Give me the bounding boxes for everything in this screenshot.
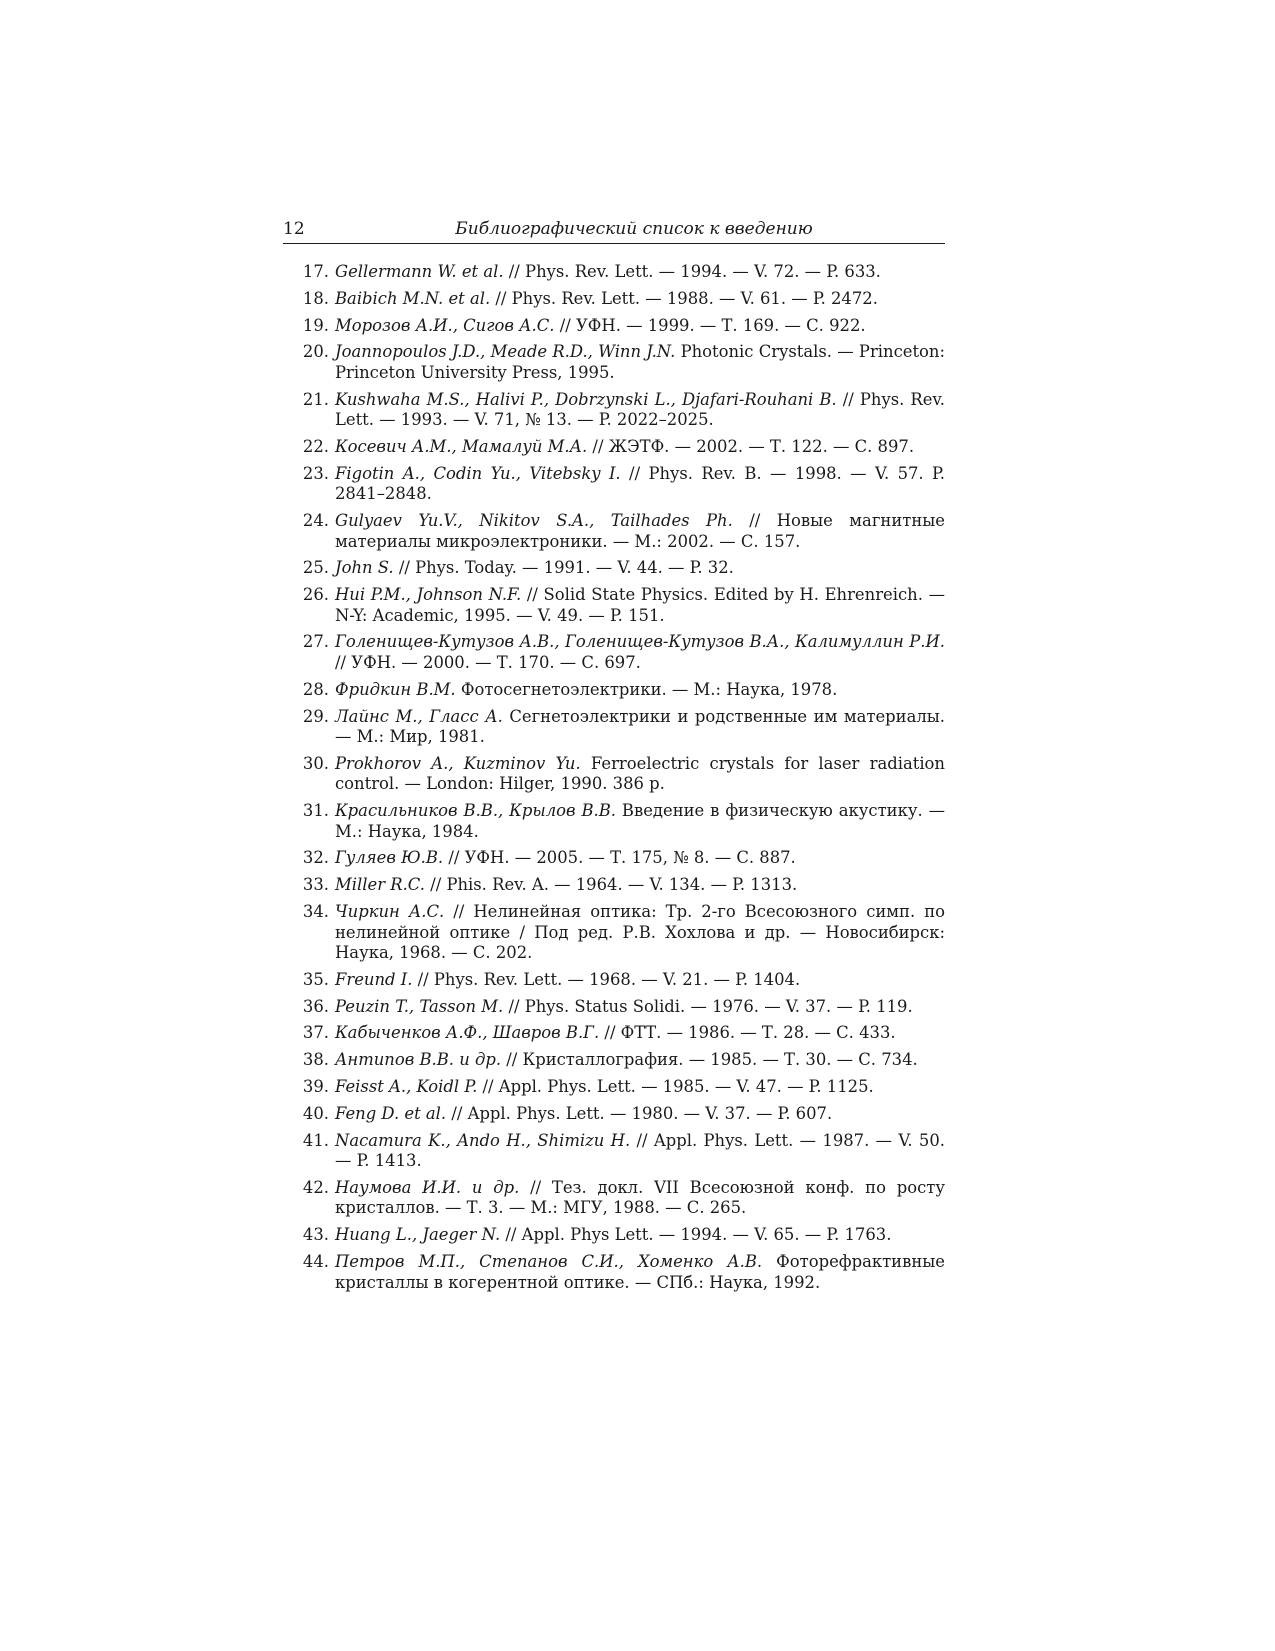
- reference-source: Сегнетоэлектрики и родственные им материалы. — М.: Мир, 1981.: [335, 706, 946, 747]
- reference-item: [283, 1178, 945, 1219]
- reference-item: [283, 289, 945, 310]
- reference-number: 30.: [302, 753, 329, 773]
- reference-authors: Joannopoulos J.D., Meade R.D., Winn J.N.: [335, 342, 676, 362]
- reference-authors: Голенищев-Кутузов А.В., Голенищев-Кутузов В.А., Калимуллин Р.И.: [335, 632, 945, 652]
- reference-item: [283, 848, 945, 869]
- reference-text: [335, 1104, 945, 1125]
- reference-authors: Feng D. et al.: [335, 1103, 447, 1123]
- reference-authors: Figotin A., Codin Yu., Vitebsky I.: [335, 463, 621, 483]
- reference-source: // УФН. — 2005. — Т. 175, № 8. — С. 887.: [443, 848, 796, 868]
- reference-number: 29.: [302, 706, 329, 726]
- reference-number: 42.: [302, 1177, 329, 1197]
- reference-text: [335, 437, 945, 458]
- reference-authors: Лайнс М., Гласс А.: [335, 706, 503, 726]
- reference-text: [335, 558, 945, 579]
- reference-text: [335, 902, 945, 964]
- reference-number: 25.: [302, 558, 329, 578]
- reference-source: // Новые магнитные материалы микроэлектроники. — М.: 2002. — С. 157.: [335, 511, 945, 551]
- running-head: [283, 218, 945, 244]
- reference-text: [335, 316, 945, 337]
- reference-number: 43.: [302, 1225, 329, 1245]
- reference-item: [283, 902, 945, 964]
- reference-item: [283, 316, 945, 337]
- reference-text: [335, 707, 945, 748]
- reference-source: // Appl. Phys Lett. — 1994. — V. 65. — P. 1763.: [500, 1225, 892, 1245]
- reference-source: // Тез. докл. VII Всесоюзной конф. по росту кристаллов. — Т. 3. — М.: МГУ, 1988. — С. 265.: [335, 1177, 945, 1218]
- reference-number: 37.: [302, 1023, 329, 1043]
- reference-authors: Петров М.П., Степанов С.И., Хоменко А.В.: [335, 1252, 763, 1272]
- reference-authors: Морозов А.И., Сигов А.С.: [335, 315, 555, 335]
- reference-number: 34.: [302, 902, 329, 922]
- reference-item: [283, 754, 945, 795]
- reference-text: [335, 1225, 945, 1246]
- reference-number: 44.: [302, 1252, 329, 1272]
- reference-source: // Phys. Rev. Lett. — 1993. — V. 71, № 13. — P. 2022–2025.: [335, 389, 945, 430]
- reference-number: 23.: [302, 463, 329, 483]
- reference-number: 41.: [302, 1130, 329, 1150]
- reference-text: [335, 289, 945, 310]
- reference-number: 40.: [302, 1103, 329, 1123]
- reference-number: 38.: [302, 1050, 329, 1070]
- reference-authors: Антипов В.В. и др.: [335, 1050, 502, 1070]
- reference-authors: Фридкин В.М.: [335, 679, 456, 699]
- reference-item: [283, 680, 945, 701]
- reference-source: // УФН. — 2000. — Т. 170. — С. 697.: [335, 652, 641, 672]
- reference-text: [335, 1252, 945, 1293]
- reference-source: Photonic Crystals. — Princeton: Princeton University Press, 1995.: [335, 342, 945, 382]
- reference-source: // Phys. Rev. Lett. — 1988. — V. 61. — P. 2472.: [490, 288, 878, 308]
- reference-source: // Phys. Status Solidi. — 1976. — V. 37. — P. 119.: [503, 996, 913, 1016]
- reference-authors: Gulyaev Yu.V., Nikitov S.A., Tailhades Ph.: [335, 511, 733, 531]
- reference-number: 35.: [302, 969, 329, 989]
- reference-item: [283, 585, 945, 626]
- reference-item: [283, 707, 945, 748]
- reference-source: // Solid State Physics. Edited by H. Ehrenreich. — N-Y: Academic, 1995. — V. 49. — P. 151.: [335, 585, 945, 625]
- reference-item: [283, 970, 945, 991]
- reference-authors: Наумова И.И. и др.: [335, 1177, 520, 1197]
- reference-list: [283, 262, 945, 1293]
- reference-source: // Phis. Rev. A. — 1964. — V. 134. — P. 1313.: [424, 875, 798, 895]
- reference-number: 20.: [302, 342, 329, 362]
- page: [283, 218, 945, 1299]
- reference-source: // Кристаллография. — 1985. — Т. 30. — С. 734.: [501, 1050, 918, 1070]
- reference-item: [283, 875, 945, 896]
- reference-text: [335, 585, 945, 626]
- reference-source: Фоторефрактивные кристаллы в когерентной оптике. — СПб.: Наука, 1992.: [335, 1252, 945, 1292]
- reference-authors: Huang L., Jaeger N.: [335, 1225, 501, 1245]
- reference-number: 31.: [302, 801, 329, 821]
- reference-source: // Appl. Phys. Lett. — 1980. — V. 37. — P. 607.: [446, 1103, 833, 1123]
- reference-authors: Kushwaha M.S., Halivi P., Dobrzynski L., Djafari-Rouhani B.: [335, 389, 837, 409]
- reference-number: 36.: [302, 996, 329, 1016]
- reference-source: // УФН. — 1999. — Т. 169. — С. 922.: [554, 315, 866, 335]
- reference-text: [335, 970, 945, 991]
- reference-number: 18.: [302, 288, 329, 308]
- reference-authors: Feisst A., Koidl P.: [335, 1077, 478, 1097]
- reference-text: [335, 262, 945, 283]
- reference-text: [335, 801, 945, 842]
- reference-text: [335, 390, 945, 431]
- reference-authors: Prokhorov A., Kuzminov Yu.: [335, 753, 581, 773]
- reference-authors: Freund I.: [335, 969, 413, 989]
- reference-source: // Phys. Rev. Lett. — 1994. — V. 72. — P. 633.: [503, 262, 881, 281]
- reference-source: // Appl. Phys. Lett. — 1985. — V. 47. — P. 1125.: [477, 1077, 874, 1097]
- reference-number: 22.: [302, 436, 329, 456]
- reference-authors: Кабыченков А.Ф., Шавров В.Г.: [335, 1023, 600, 1043]
- reference-number: 32.: [302, 848, 329, 868]
- reference-text: [335, 997, 945, 1018]
- reference-text: [335, 1050, 945, 1071]
- reference-text: [335, 1023, 945, 1044]
- reference-item: [283, 262, 945, 283]
- reference-source: Ferroelectric crystals for laser radiation control. — London: Hilger, 1990. 386 p.: [335, 753, 945, 794]
- reference-item: [283, 511, 945, 552]
- reference-authors: Baibich M.N. et al.: [335, 288, 491, 308]
- reference-text: [335, 848, 945, 869]
- reference-number: 33.: [302, 875, 329, 895]
- reference-authors: Miller R.C.: [335, 875, 425, 895]
- reference-number: 28.: [302, 679, 329, 699]
- reference-number: 19.: [302, 315, 329, 335]
- reference-authors: John S.: [335, 558, 394, 578]
- reference-item: [283, 390, 945, 431]
- reference-item: [283, 1104, 945, 1125]
- running-title: Библиографический список к введению: [455, 219, 813, 239]
- reference-authors: Косевич А.М., Мамалуй М.А.: [335, 436, 588, 456]
- reference-source: // Appl. Phys. Lett. — 1987. — V. 50. — P. 1413.: [335, 1130, 945, 1171]
- reference-text: [335, 464, 945, 505]
- reference-text: [335, 875, 945, 896]
- reference-source: // Phys. Rev. B. — 1998. — V. 57. P. 2841–2848.: [335, 463, 945, 504]
- reference-text: [335, 1131, 945, 1172]
- reference-authors: Nacamura K., Ando H., Shimizu H.: [335, 1130, 631, 1150]
- reference-item: [283, 1050, 945, 1071]
- reference-authors: Гуляев Ю.В.: [335, 848, 444, 868]
- reference-number: 39.: [302, 1077, 329, 1097]
- reference-item: [283, 437, 945, 458]
- reference-text: [335, 754, 945, 795]
- reference-source: // ФТТ. — 1986. — Т. 28. — С. 433.: [599, 1023, 896, 1043]
- reference-item: [283, 558, 945, 579]
- reference-text: [335, 511, 945, 552]
- reference-text: [335, 632, 945, 673]
- reference-item: [283, 632, 945, 673]
- reference-text: [335, 342, 945, 383]
- reference-item: [283, 1023, 945, 1044]
- reference-source: // Phys. Rev. Lett. — 1968. — V. 21. — P. 1404.: [412, 969, 801, 989]
- reference-source: // Phys. Today. — 1991. — V. 44. — P. 32.: [393, 558, 734, 578]
- reference-text: [335, 680, 945, 701]
- reference-item: [283, 801, 945, 842]
- reference-text: [335, 1077, 945, 1098]
- reference-number: 24.: [302, 511, 329, 531]
- reference-item: [283, 342, 945, 383]
- reference-number: 17.: [302, 262, 329, 281]
- reference-authors: Peuzin T., Tasson M.: [335, 996, 504, 1016]
- reference-authors: Gellermann W. et al.: [335, 262, 504, 281]
- reference-number: 27.: [302, 632, 329, 652]
- reference-authors: Hui P.M., Johnson N.F.: [335, 585, 522, 605]
- page-number: 12: [283, 219, 305, 239]
- reference-authors: Красильников В.В., Крылов В.В.: [335, 801, 616, 821]
- reference-item: [283, 1077, 945, 1098]
- reference-item: [283, 1252, 945, 1293]
- reference-source: // ЖЭТФ. — 2002. — Т. 122. — С. 897.: [587, 436, 915, 456]
- reference-authors: Чиркин А.С.: [335, 902, 445, 922]
- reference-number: 21.: [302, 389, 329, 409]
- reference-number: 26.: [302, 585, 329, 605]
- reference-text: [335, 1178, 945, 1219]
- reference-source: Введение в физическую акустику. — М.: Наука, 1984.: [335, 801, 946, 841]
- reference-item: [283, 464, 945, 505]
- reference-source: Фотосегнетоэлектрики. — М.: Наука, 1978.: [455, 679, 838, 699]
- reference-item: [283, 997, 945, 1018]
- reference-item: [283, 1131, 945, 1172]
- reference-item: [283, 1225, 945, 1246]
- reference-source: // Нелинейная оптика: Тр. 2-го Всесоюзного симп. по нелинейной оптике / Под ред. Р.В. Хохлова и др. — Новосибирск: Наука, 1968. — С. 202.: [335, 902, 945, 963]
